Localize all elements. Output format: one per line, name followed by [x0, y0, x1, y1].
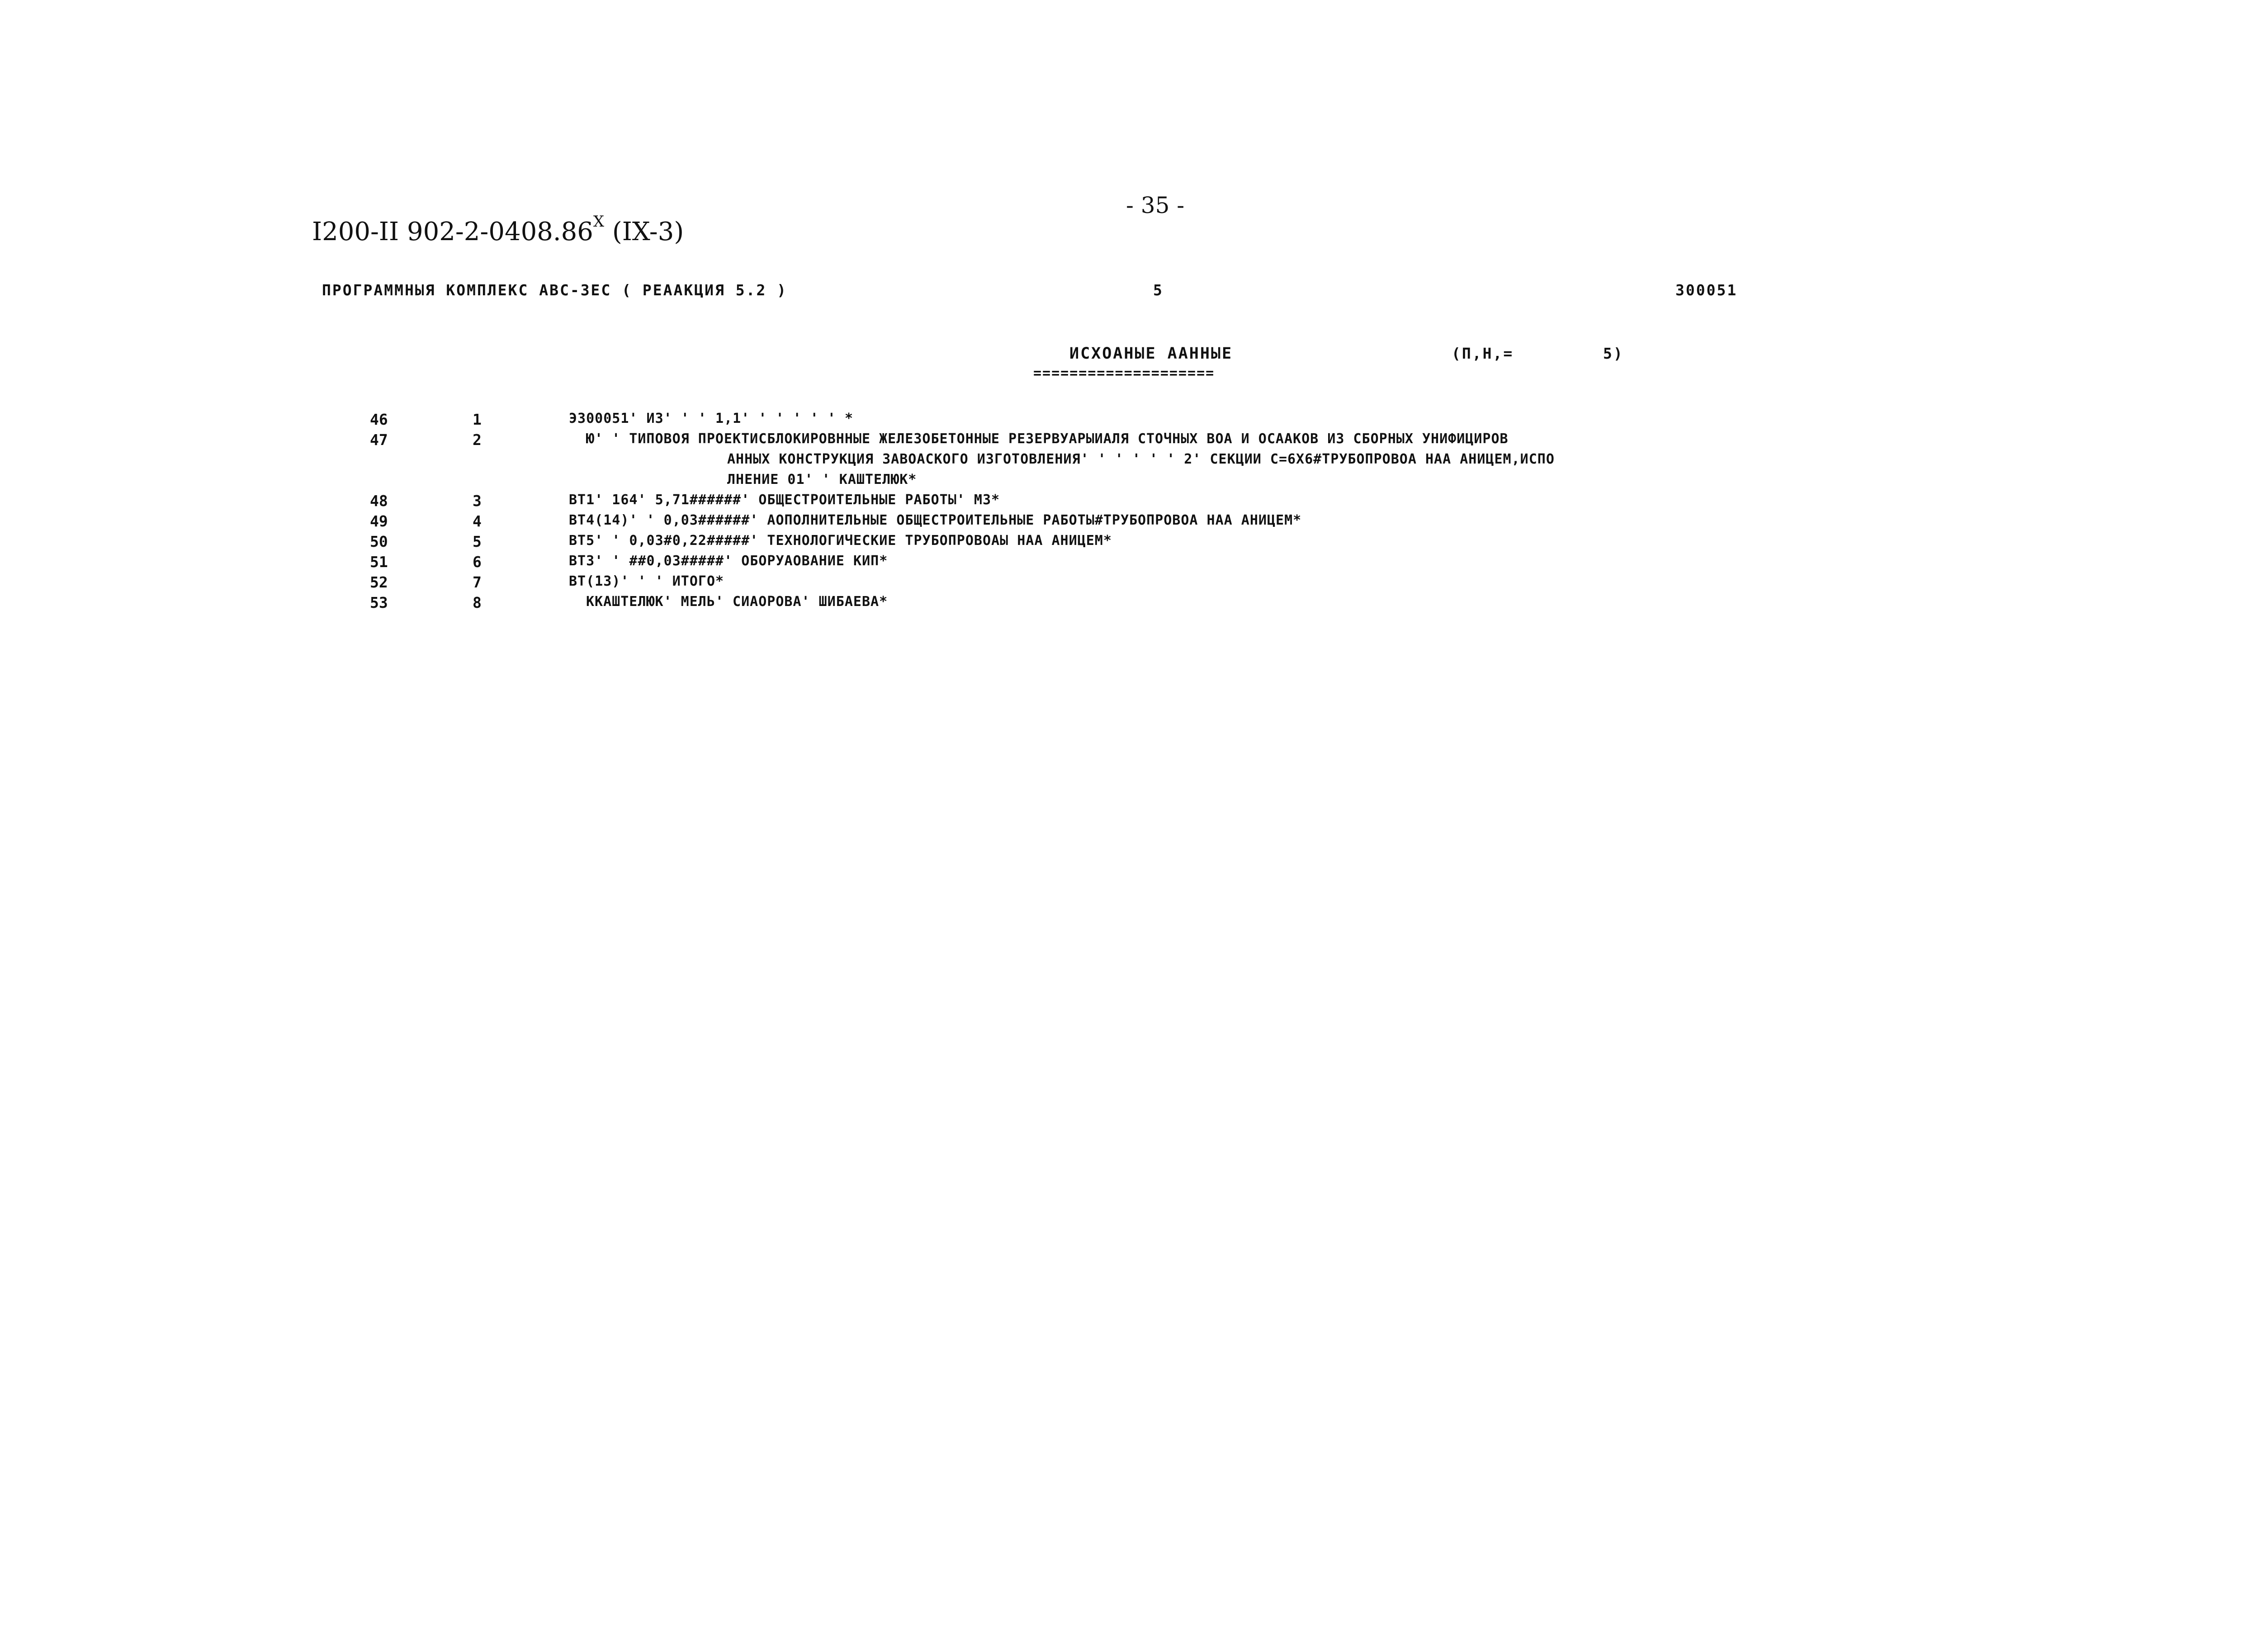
row-number: 50	[370, 533, 388, 550]
program-header: ПРОГРАММНЫЯ КОМПЛЕКС АВС-ЗЕС ( РЕААКЦИЯ 5.2 )	[322, 281, 788, 299]
row-text: Ю' ' ТИПОВОЯ ПРОЕКТИСБЛОКИРОВННЫЕ ЖЕЛЕЗОБЕТОННЫЕ РЕЗЕРВУАРЫИАЛЯ СТОЧНЫХ ВОА И ОСААКОВ ИЗ СБОРНЫХ УНИФИЦИРОВ	[586, 431, 1509, 447]
row-index: 8	[473, 594, 482, 611]
row-number: 47	[370, 431, 388, 449]
mode-value: 5)	[1603, 345, 1624, 362]
row-text-continuation: ЛНЕНИЕ 01' ' КАШТЕЛЮК*	[727, 472, 917, 488]
row-number: 48	[370, 492, 388, 510]
document-code	[312, 213, 684, 246]
row-number: 46	[370, 411, 388, 428]
row-text: Э300051' ИЗ' ' ' 1,1' ' ' ' ' ' *	[569, 411, 854, 426]
page-number: - 35 -	[1126, 192, 1185, 218]
row-index: 1	[473, 411, 482, 428]
section-title: ИСХОАНЫЕ ААННЫЕ	[1069, 345, 1233, 363]
document-code-main: I200-II 902-2-0408.86	[312, 217, 593, 246]
mode-label: (П,Н,=	[1452, 345, 1514, 362]
row-index: 3	[473, 492, 482, 510]
row-index: 5	[473, 533, 482, 550]
row-number: 51	[370, 553, 388, 571]
document-code-tail: (IX-3)	[604, 217, 684, 246]
row-index: 2	[473, 431, 482, 449]
header-code: 300051	[1675, 281, 1738, 299]
section-title-underline: ====================	[1033, 365, 1215, 381]
header-number: 5	[1153, 281, 1164, 299]
row-number: 49	[370, 512, 388, 530]
document-code-superscript: X	[593, 213, 605, 231]
row-number: 53	[370, 594, 388, 611]
row-index: 7	[473, 573, 482, 591]
row-text: ВТ1' 164' 5,71######' ОБЩЕСТРОИТЕЛЬНЫЕ РАБОТЫ' МЗ*	[569, 492, 1000, 508]
row-text: ККАШТЕЛЮК' МЕЛЬ' СИАОРОВА' ШИБАЕВА*	[586, 594, 888, 610]
row-text: ВТ5' ' 0,03#0,22#####' ТЕХНОЛОГИЧЕСКИЕ ТРУБОПРОВОАЫ НАА АНИЦЕМ*	[569, 533, 1112, 549]
row-text-continuation: АННЫХ КОНСТРУКЦИЯ ЗАВОАСКОГО ИЗГОТОВЛЕНИЯ' ' ' ' ' ' 2' СЕКЦИИ С=6Х6#ТРУБОПРОВОА НАА АНИЦЕМ,ИСПО	[727, 451, 1555, 467]
row-text: ВТ4(14)' ' 0,03######' АОПОЛНИТЕЛЬНЫЕ ОБЩЕСТРОИТЕЛЬНЫЕ РАБОТЫ#ТРУБОПРОВОА НАА АНИЦЕМ*	[569, 512, 1302, 528]
row-number: 52	[370, 573, 388, 591]
row-text: ВТ(13)' ' ' ИТОГО*	[569, 573, 724, 589]
row-index: 4	[473, 512, 482, 530]
row-text: ВТЗ' ' ##0,03#####' ОБОРУАОВАНИЕ КИП*	[569, 553, 888, 569]
row-index: 6	[473, 553, 482, 571]
